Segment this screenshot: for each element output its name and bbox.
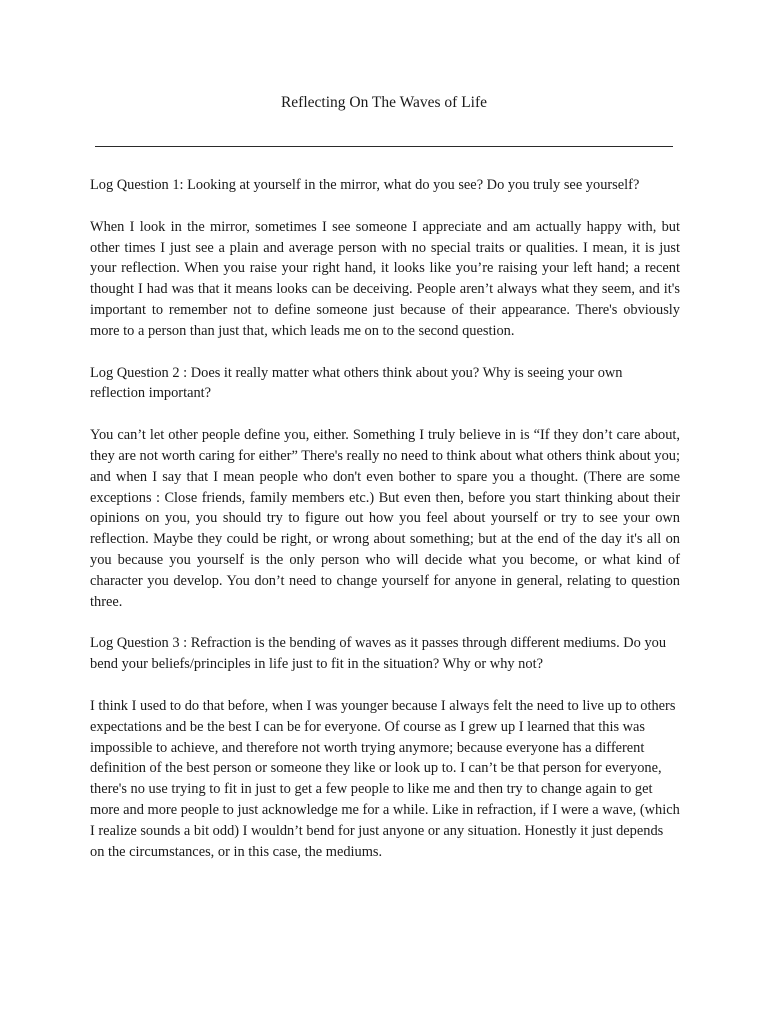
answer-1: When I look in the mirror, sometimes I see someone I appreciate and am actually happy with, but other times I just see a plain and average person with no special traits or qualities. I mean, it is just your reflection. When you raise your right hand, it looks like you’re raising your left hand; a recent thought I had was that it means looks can be deceiving. People aren’t always what they seem, and it's important to remember not to define someone just because of their appearance. There's obviously more to a person than just that, which leads me on to the second question.	[90, 218, 680, 339]
document-title: Reflecting On The Waves of Life	[280, 94, 488, 111]
answer-2: You can’t let other people define you, either. Something I truly believe in is “If they don’t care about, they are not worth caring for either” There's really no need to think about what others think about you; and when I say that I mean people who don't even bother to spare you a thought. (There are some exceptions : Close friends, family members etc.) But even then, before you start thinking about their opinions on you, you should try to figure out how you feel about yourself or try to see your own reflection. Maybe they could be right, or wrong about something; but at the end of the day it's all on you because you yourself is the only person who will decide what you become, or what kind of character you develop. You don’t need to change yourself for anyone in general, relating to question three.	[90, 427, 680, 610]
log-question-3: Log Question 3 : Refraction is the bending of waves as it passes through different mediums. Do you bend your beliefs/principles in life just to fit in the situation? Why or why not?	[90, 635, 667, 673]
document-body	[90, 175, 680, 883]
log-question-1: Log Question 1: Looking at yourself in the mirror, what do you see? Do you truly see yourself?	[90, 177, 640, 193]
answer-3: I think I used to do that before, when I was younger because I always felt the need to live up to others expectations and be the best I can be for everyone. Of course as I grew up I learned that this was impossible to achieve, and therefore not worth trying anymore; because everyone has a different definition of the best person or someone they like or look up to. I can’t be that person for everyone, there's no use trying to fit in just to get a few people to like me and then try to change again to get more and more people to just acknowledge me for a while. Like in refraction, if I were a wave, (which I realize sounds a bit odd) I wouldn’t bend for just anyone or any situation. Honestly it just depends on the circumstances, or in this case, the mediums.	[90, 697, 680, 860]
log-question-2: Log Question 2 : Does it really matter what others think about you? Why is seeing your own reflection important?	[90, 364, 623, 402]
title-divider	[95, 146, 673, 147]
